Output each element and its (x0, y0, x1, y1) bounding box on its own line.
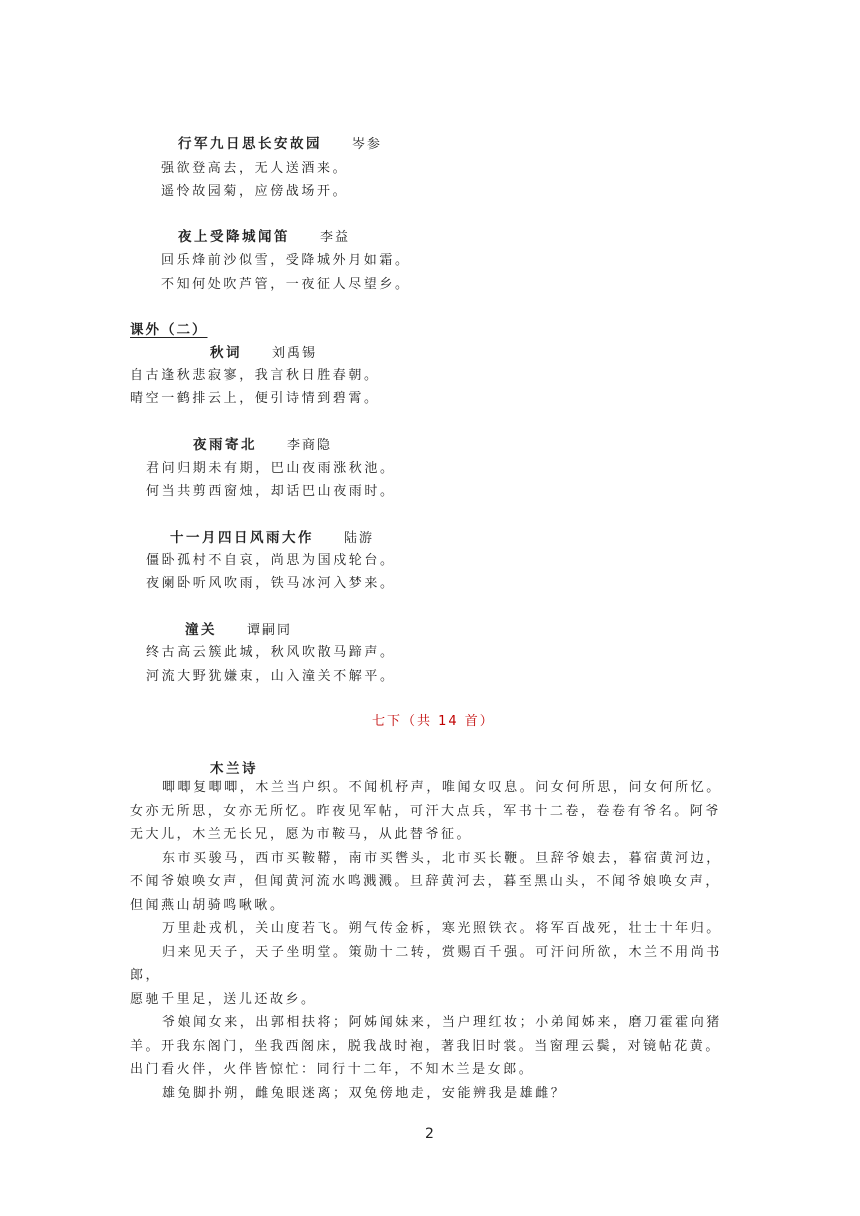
text-line: 爷娘闻女来，出郭相扶将；阿姊闻妹来，当户理红妆；小弟闻姊来，磨刀霍霍向猪 (162, 1015, 722, 1030)
text-line: 不闻爷娘唤女声，但闻黄河流水鸣溅溅。旦辞黄河去，暮至黑山头，不闻爷娘唤女声， (130, 874, 721, 889)
poem-author: 刘禹锡 (272, 346, 318, 361)
section-heading: 课外（二） (130, 322, 208, 338)
paragraph (130, 988, 740, 1012)
text-line: 万里赴戎机，关山度若飞。朔气传金柝，寒光照铁衣。将军百战死，壮士十年归。 (162, 921, 722, 936)
poem-title: 行军九日思长安故园 岑参 (178, 136, 383, 152)
text-line: 雄兔脚扑朔，雌兔眼迷离；双兔傍地走，安能辨我是雄雌？ (162, 1085, 567, 1101)
poem-title: 夜上受降城闻笛 李益 (178, 229, 351, 245)
poem-title: 秋词 刘禹锡 (210, 345, 318, 361)
poem-line: 遥怜故园菊，应傍战场开。 (161, 184, 349, 199)
text-line: 唧唧复唧唧，木兰当户织。不闻机杼声，唯闻女叹息。问女何所思，问女何所忆。 (162, 780, 722, 795)
text-line: 归来见天子，天子坐明堂。策勋十二转，赏赐百千强。可汗问所欲，木兰不用尚书 (162, 944, 722, 960)
paragraph (130, 847, 740, 918)
poem-line: 君问归期未有期，巴山夜雨涨秋池。 (146, 461, 396, 476)
poem-author: 李商隐 (287, 438, 333, 453)
grade-heading: 七下（共 14 首） (372, 714, 495, 729)
poem-line: 僵卧孤村不自哀，尚思为国戍轮台。 (146, 553, 396, 568)
text-line: 东市买骏马，西市买鞍鞯，南市买辔头，北市买长鞭。旦辞爷娘去，暮宿黄河边， (162, 850, 722, 866)
poem-author: 谭嗣同 (247, 623, 293, 638)
poem-line: 晴空一鹤排云上，便引诗情到碧霄。 (130, 391, 380, 406)
poem-line: 夜阑卧听风吹雨，铁马冰河入梦来。 (146, 576, 396, 591)
text-line: 郎， (130, 968, 162, 983)
text-line: 愿驰千里足，送儿还故乡。 (130, 991, 317, 1007)
poem-author: 李益 (320, 230, 351, 245)
page-number: 2 (425, 1126, 434, 1142)
poem-line: 河流大野犹嫌束，山入潼关不解平。 (146, 669, 396, 684)
poem-author: 岑参 (352, 137, 383, 152)
text-line: 无大儿，木兰无长兄，愿为市鞍马，从此替爷征。 (130, 827, 473, 842)
poem-title: 木兰诗 (210, 761, 258, 777)
paragraph (130, 1082, 740, 1106)
poem-title: 夜雨寄北 李商隐 (193, 437, 333, 453)
poem-line: 不知何处吹芦管，一夜征人尽望乡。 (161, 277, 411, 292)
paragraph (130, 1011, 740, 1082)
poem-author: 陆游 (344, 531, 375, 546)
text-line: 羊。开我东阁门，坐我西阁床，脱我战时袍，著我旧时裳。当窗理云鬓，对镜帖花黄。 (130, 1038, 721, 1054)
poem-title: 潼关 谭嗣同 (185, 622, 293, 638)
paragraph (130, 941, 740, 988)
paragraph (130, 776, 740, 847)
text-line: 出门看火伴，火伴皆惊忙：同行十二年，不知木兰是女郎。 (130, 1062, 535, 1077)
poem-title: 十一月四日风雨大作 陆游 (170, 530, 375, 546)
poem-line: 终古高云簇此城，秋风吹散马蹄声。 (146, 645, 396, 660)
mulan-body (130, 776, 740, 1105)
poem-line: 强欲登高去，无人送酒来。 (161, 161, 349, 176)
poem-line: 回乐烽前沙似雪，受降城外月如霜。 (161, 253, 411, 268)
text-line: 但闻燕山胡骑鸣啾啾。 (130, 897, 286, 913)
poem-line: 自古逢秋悲寂寥，我言秋日胜春朝。 (130, 368, 380, 383)
poem-line: 何当共剪西窗烛，却话巴山夜雨时。 (146, 484, 396, 499)
text-line: 女亦无所思，女亦无所忆。昨夜见军帖，可汗大点兵，军书十二卷，卷卷有爷名。阿爷 (130, 803, 721, 819)
paragraph (130, 917, 740, 941)
